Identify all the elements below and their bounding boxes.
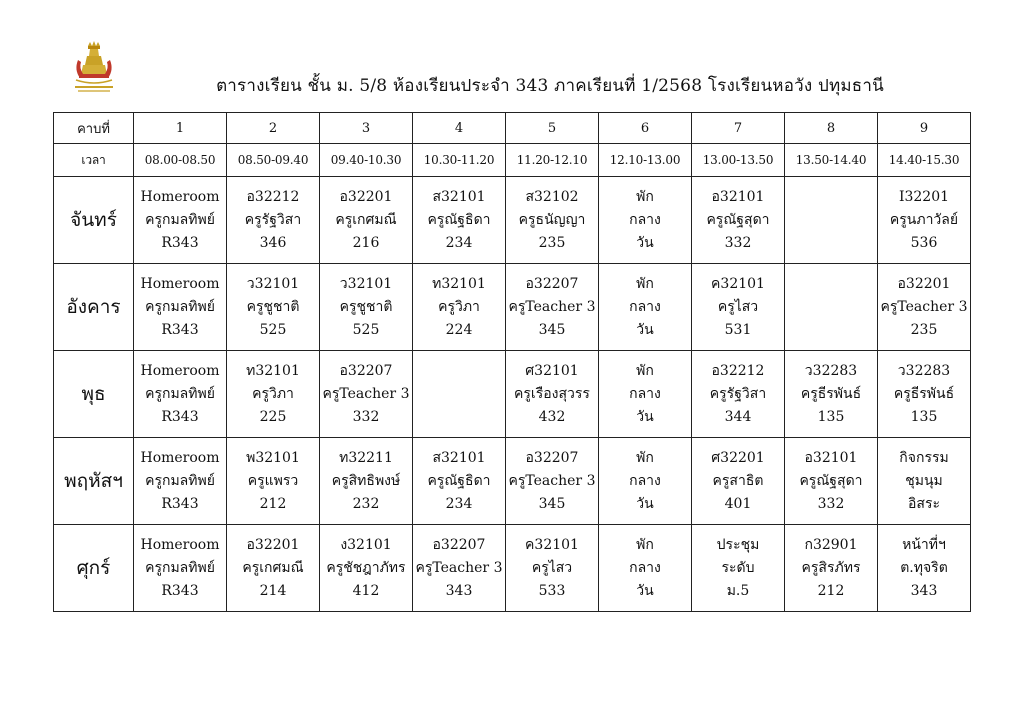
schedule-cell [227,525,320,612]
schedule-cell [878,438,971,525]
schedule-cell [320,438,413,525]
schedule-cell [599,264,692,351]
cell-teacher: ครูสิรภัทร [801,559,861,576]
period-number: 6 [599,113,692,144]
schedule-cell [692,264,785,351]
cell-teacher: ครูกมลทิพย์ [145,559,215,576]
cell-subject: ส32102 [525,188,579,205]
schedule-cell [692,438,785,525]
day-name: จันทร์ [54,177,134,264]
period-header-row [54,113,971,144]
cell-subject: อ32207 [432,536,486,553]
period-time: 10.30-11.20 [413,144,506,177]
cell-subject: อ32207 [525,275,579,292]
schedule-cell [320,177,413,264]
day-row [54,177,971,264]
period-time: 13.50-14.40 [785,144,878,177]
schedule-cell [227,177,320,264]
cell-room: 332 [817,495,845,512]
cell-teacher: ครูTeacher 3 [508,472,596,489]
cell-subject: อ32201 [339,188,393,205]
period-number: 7 [692,113,785,144]
cell-subject: อ32207 [525,449,579,466]
cell-content [227,447,319,516]
cell-subject: ส32101 [432,449,486,466]
cell-room: 225 [259,408,287,425]
cell-room: วัน [636,321,654,338]
cell-teacher: ครูธนัญญา [518,211,586,228]
period-number: 2 [227,113,320,144]
cell-teacher: ครูไสว [717,298,759,315]
cell-teacher: ครูกมลทิพย์ [145,298,215,315]
cell-room: 332 [352,408,380,425]
cell-teacher: ครูTeacher 3 [322,385,410,402]
page-title: ตารางเรียน ชั้น ม. 5/8 ห้องเรียนประจำ 343 ภาคเรียนที่ 1/2568 โรงเรียนหอวัง ปทุมธานี [216,76,884,96]
cell-subject: ส32101 [432,188,486,205]
schedule-cell [506,264,599,351]
cell-room: R343 [161,408,199,425]
cell-content [227,360,319,429]
cell-subject: อ32212 [711,362,765,379]
cell-teacher: ครูชัชฎาภัทร [326,559,406,576]
cell-content [506,447,598,516]
schedule-cell [134,438,227,525]
schedule-cell [413,177,506,264]
period-number: 9 [878,113,971,144]
schedule-cell [878,525,971,612]
cell-teacher: ครูไสว [531,559,573,576]
cell-room: 216 [352,234,380,251]
schedule-cell [506,525,599,612]
cell-teacher: ระดับ [721,559,755,576]
cell-content [506,186,598,255]
cell-content [227,534,319,603]
cell-content [599,273,691,342]
cell-content [320,534,412,603]
cell-subject: ศ32101 [525,362,579,379]
cell-content [320,360,412,429]
cell-teacher: ครูณัฐธิดา [427,472,491,489]
cell-teacher: ครูTeacher 3 [880,298,968,315]
cell-room: วัน [636,408,654,425]
schedule-cell [134,525,227,612]
cell-subject: อ32201 [246,536,300,553]
cell-room: 343 [910,582,938,599]
schedule-cell [506,351,599,438]
cell-content [692,534,784,603]
cell-teacher: ครูณัฐสุดา [706,211,770,228]
period-time: 14.40-15.30 [878,144,971,177]
cell-subject: ท32101 [246,362,300,379]
cell-content [692,447,784,516]
schedule-cell [134,177,227,264]
cell-room: วัน [636,495,654,512]
cell-content [878,360,970,429]
cell-teacher: ครูชูชาติ [246,298,300,315]
cell-teacher: ครูเรืองสุวรร [514,385,590,402]
period-time: 13.00-13.50 [692,144,785,177]
cell-content [320,273,412,342]
cell-room: วัน [636,234,654,251]
day-row [54,351,971,438]
cell-subject: ค32101 [711,275,765,292]
cell-room: วัน [636,582,654,599]
cell-content [413,273,505,342]
cell-room: 525 [352,321,380,338]
schedule-cell [692,525,785,612]
schedule-cell [320,351,413,438]
period-time: 08.00-08.50 [134,144,227,177]
cell-subject: I32201 [898,188,950,205]
cell-content [506,273,598,342]
schedule-cell [599,525,692,612]
schedule-cell [320,264,413,351]
time-label: เวลา [54,144,134,177]
cell-teacher: กลาง [629,298,661,315]
schedule-cell [785,264,878,351]
cell-teacher: ครูกมลทิพย์ [145,385,215,402]
cell-room: R343 [161,321,199,338]
schedule-cell [692,177,785,264]
schedule-cell [413,525,506,612]
cell-content [134,447,226,516]
cell-subject: ท32101 [432,275,486,292]
period-time: 12.10-13.00 [599,144,692,177]
cell-teacher: ครูเกศมณี [242,559,304,576]
cell-room: 531 [724,321,752,338]
cell-room: 346 [259,234,287,251]
cell-room: R343 [161,495,199,512]
schedule-cell [785,177,878,264]
schedule-cell [785,525,878,612]
cell-content [599,360,691,429]
cell-subject: ค32101 [525,536,579,553]
cell-content [413,534,505,603]
cell-room: 135 [910,408,938,425]
timetable [53,112,971,612]
cell-content [320,447,412,516]
cell-content [227,273,319,342]
cell-content [599,186,691,255]
cell-content [134,360,226,429]
cell-teacher: กลาง [629,559,661,576]
cell-teacher: ครูนภาวัลย์ [889,211,959,228]
cell-teacher: ครูTeacher 3 [415,559,503,576]
schedule-cell [227,438,320,525]
cell-room: 212 [817,582,845,599]
period-time: 09.40-10.30 [320,144,413,177]
period-number: 8 [785,113,878,144]
cell-subject: กิจกรรม [899,449,949,466]
cell-room: 234 [445,495,473,512]
schedule-cell [785,351,878,438]
cell-subject: พัก [636,536,654,553]
cell-content [506,534,598,603]
cell-room: 344 [724,408,752,425]
day-name: อังคาร [54,264,134,351]
cell-room: 432 [538,408,566,425]
cell-subject: พัก [636,362,654,379]
cell-subject: อ32201 [897,275,951,292]
cell-teacher: ครูสาธิต [712,472,764,489]
period-number: 4 [413,113,506,144]
cell-teacher: ครูณัฐธิดา [427,211,491,228]
day-name: ศุกร์ [54,525,134,612]
cell-teacher: ครูวิภา [252,385,294,402]
cell-subject: Homeroom [140,449,220,466]
period-label: คาบที่ [54,113,134,144]
period-number: 3 [320,113,413,144]
cell-room: 135 [817,408,845,425]
cell-subject: ว32283 [897,362,951,379]
cell-subject: ท32211 [339,449,393,466]
cell-room: 533 [538,582,566,599]
cell-room: 536 [910,234,938,251]
cell-teacher: ครูธีรพันธ์ [893,385,955,402]
cell-content [320,186,412,255]
cell-subject: ว32283 [804,362,858,379]
cell-teacher: ครูชูชาติ [339,298,393,315]
cell-room: 345 [538,495,566,512]
cell-content [692,186,784,255]
cell-content [878,273,970,342]
cell-subject: หน้าที่ฯ [902,536,946,553]
cell-subject: พ32101 [246,449,300,466]
cell-content [413,186,505,255]
period-number: 5 [506,113,599,144]
cell-content [134,186,226,255]
cell-subject: ว32101 [246,275,300,292]
cell-content [878,186,970,255]
cell-content [785,534,877,603]
cell-room: 235 [910,321,938,338]
cell-subject: พัก [636,275,654,292]
cell-content [413,447,505,516]
cell-room: ม.5 [726,582,750,599]
cell-content [692,273,784,342]
cell-teacher: ชุมนุม [905,472,943,489]
day-row [54,264,971,351]
cell-subject: Homeroom [140,188,220,205]
schedule-cell [506,177,599,264]
schedule-cell [320,525,413,612]
cell-teacher: ครูกมลทิพย์ [145,211,215,228]
cell-subject: ว32101 [339,275,393,292]
cell-room: 525 [259,321,287,338]
cell-subject: ศ32201 [711,449,765,466]
cell-content [599,447,691,516]
cell-room: 412 [352,582,380,599]
cell-room: 345 [538,321,566,338]
schedule-cell [134,351,227,438]
cell-content [506,360,598,429]
schedule-cell [413,438,506,525]
cell-content [692,360,784,429]
cell-room: 343 [445,582,473,599]
schedule-cell [599,351,692,438]
day-row [54,525,971,612]
cell-room: อิสระ [908,495,940,512]
cell-teacher: ครูTeacher 3 [508,298,596,315]
cell-teacher: ครูธีรพันธ์ [800,385,862,402]
cell-room: 224 [445,321,473,338]
cell-subject: อ32101 [711,188,765,205]
cell-subject: Homeroom [140,275,220,292]
cell-room: 401 [724,495,752,512]
cell-teacher: ครูณัฐสุดา [799,472,863,489]
cell-room: 212 [259,495,287,512]
schedule-cell [785,438,878,525]
cell-teacher: ครูสิทธิพงษ์ [331,472,401,489]
cell-teacher: กลาง [629,385,661,402]
cell-content [878,447,970,516]
cell-content [785,360,877,429]
schedule-cell [506,438,599,525]
cell-content [227,186,319,255]
day-row [54,438,971,525]
cell-subject: อ32101 [804,449,858,466]
time-header-row [54,144,971,177]
period-number: 1 [134,113,227,144]
school-crest-icon [66,40,122,96]
cell-subject: ประชุม [716,536,760,553]
cell-room: 234 [445,234,473,251]
cell-content [878,534,970,603]
cell-subject: พัก [636,188,654,205]
cell-room: R343 [161,234,199,251]
cell-teacher: กลาง [629,472,661,489]
day-name: พุธ [54,351,134,438]
cell-subject: Homeroom [140,362,220,379]
cell-teacher: ครูกมลทิพย์ [145,472,215,489]
cell-content [599,534,691,603]
cell-teacher: ต.ทุจริต [900,559,948,576]
cell-subject: Homeroom [140,536,220,553]
cell-content [785,447,877,516]
schedule-cell [878,351,971,438]
period-time: 11.20-12.10 [506,144,599,177]
cell-teacher: ครูรัฐวิสา [244,211,302,228]
day-name: พฤหัสฯ [54,438,134,525]
schedule-cell [413,264,506,351]
period-time: 08.50-09.40 [227,144,320,177]
cell-room: 332 [724,234,752,251]
schedule-cell [134,264,227,351]
cell-subject: ก32901 [804,536,858,553]
schedule-cell [878,264,971,351]
schedule-cell [227,264,320,351]
schedule-cell [599,177,692,264]
cell-teacher: ครูวิภา [438,298,480,315]
cell-teacher: ครูเกศมณี [335,211,397,228]
cell-subject: ง32101 [340,536,392,553]
cell-content [134,273,226,342]
cell-subject: อ32207 [339,362,393,379]
cell-room: 232 [352,495,380,512]
cell-room: 235 [538,234,566,251]
cell-room: R343 [161,582,199,599]
cell-subject: อ32212 [246,188,300,205]
cell-room: 214 [259,582,287,599]
cell-subject: พัก [636,449,654,466]
schedule-cell [599,438,692,525]
cell-teacher: ครูรัฐวิสา [709,385,767,402]
schedule-cell [227,351,320,438]
schedule-cell [413,351,506,438]
cell-content [134,534,226,603]
schedule-cell [692,351,785,438]
cell-teacher: กลาง [629,211,661,228]
cell-teacher: ครูแพรว [247,472,299,489]
schedule-cell [878,177,971,264]
